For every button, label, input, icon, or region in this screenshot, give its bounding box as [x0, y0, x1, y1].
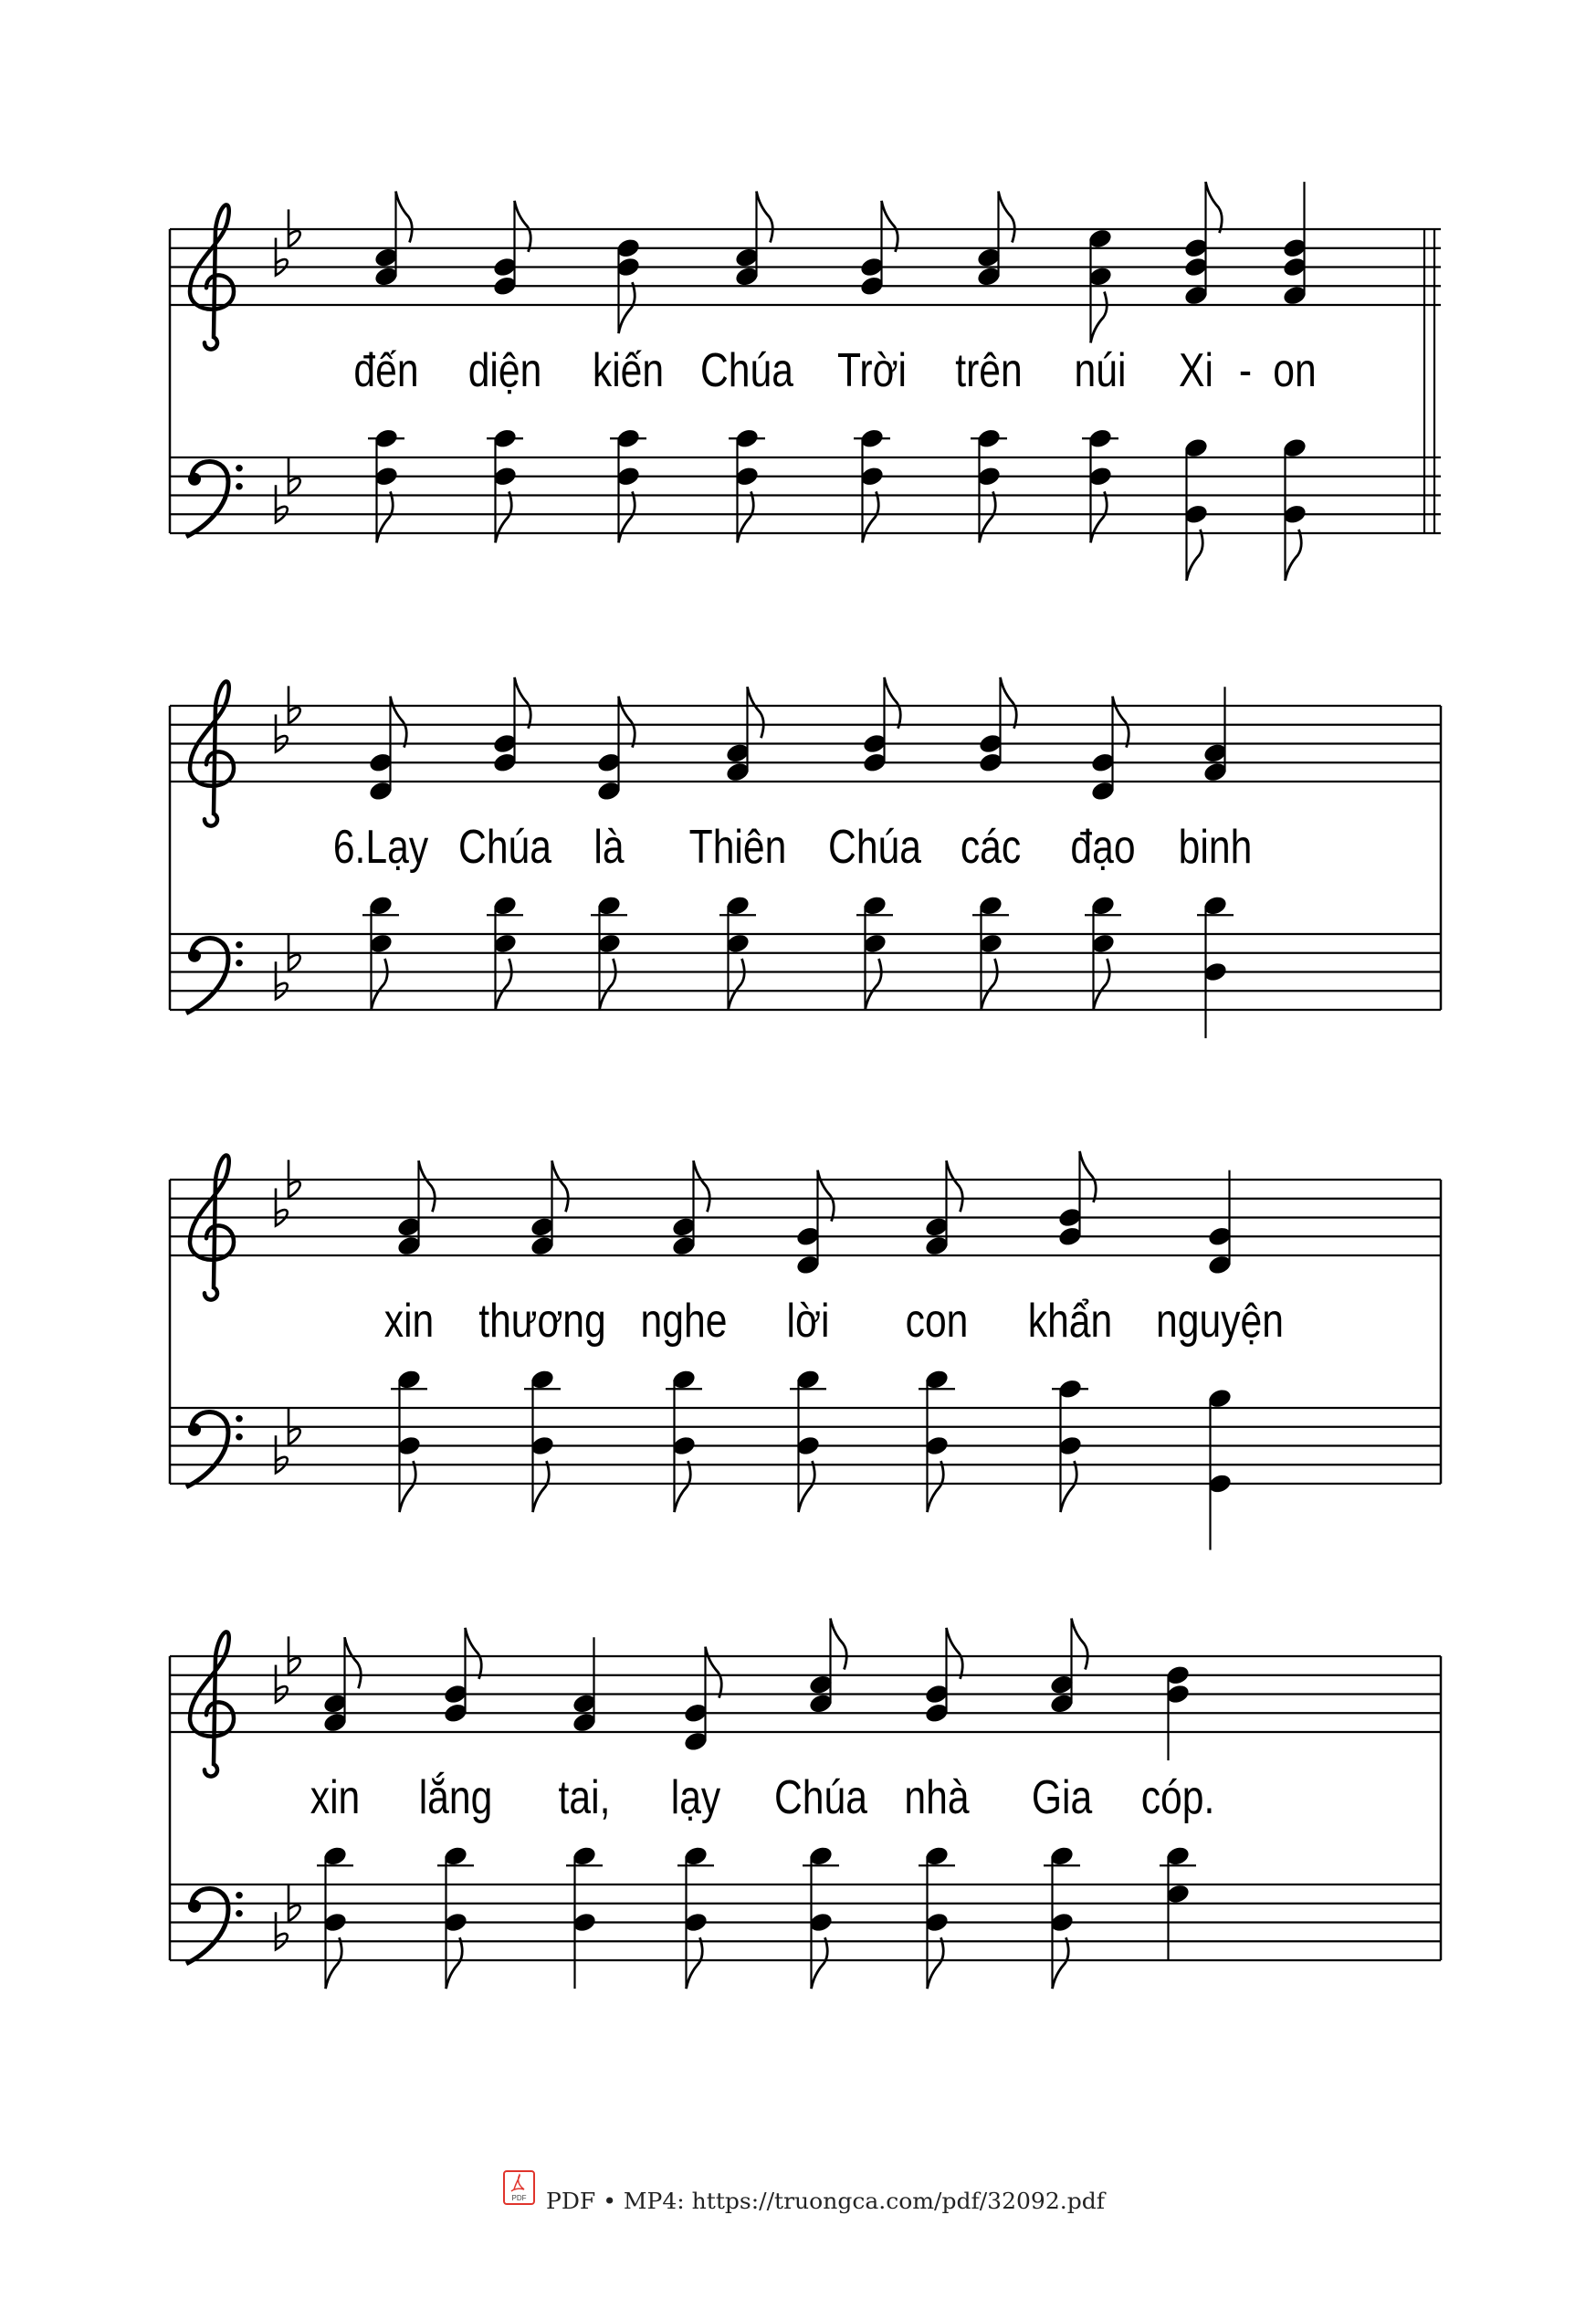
bass-chord — [487, 427, 523, 543]
eighth-flag — [1206, 182, 1223, 233]
bass-clef-dot — [236, 1892, 243, 1899]
treble-staff — [170, 681, 1441, 825]
bass-chord — [1197, 894, 1234, 1038]
music-system — [170, 182, 1441, 581]
flat-sign-icon — [276, 485, 288, 522]
eighth-flag — [928, 1937, 944, 1989]
eighth-flag — [619, 282, 635, 333]
eighth-flag — [1286, 530, 1302, 581]
bass-chord — [919, 1844, 955, 1989]
lyric-syllable: cóp. — [1140, 1771, 1215, 1825]
treble-chord — [1090, 697, 1129, 803]
lyric-syllable: 6.Lạy — [332, 821, 429, 875]
treble-chord — [596, 697, 635, 803]
bass-staff — [170, 933, 1441, 1013]
bass-chord — [317, 1844, 353, 1989]
lyric-syllable: nghe — [640, 1295, 728, 1349]
treble-chord — [1202, 687, 1229, 783]
eighth-flag — [882, 201, 898, 252]
bass-clef-head — [188, 1423, 201, 1436]
eighth-flag — [515, 677, 531, 729]
lyric-syllable: nhà — [904, 1771, 970, 1825]
lyric-syllable: tai, — [558, 1771, 611, 1825]
eighth-flag — [1001, 677, 1017, 729]
treble-chord — [1207, 1170, 1234, 1276]
treble-chord — [683, 1647, 722, 1753]
eighth-flag — [419, 1160, 436, 1212]
eighth-flag — [694, 1160, 710, 1212]
bass-chord — [803, 1844, 839, 1989]
eighth-flag — [1091, 491, 1108, 542]
treble-chord — [368, 697, 407, 803]
lyric-syllable: lời — [786, 1295, 830, 1349]
flat-sign-icon — [289, 1884, 300, 1921]
bass-clef-dot — [236, 1433, 243, 1441]
eighth-flag — [982, 959, 998, 1010]
eighth-flag — [999, 192, 1015, 243]
flat-sign-icon — [276, 1665, 288, 1703]
eighth-flag — [748, 687, 764, 738]
treble-chord — [1282, 182, 1308, 307]
lyric-syllable: Chúa — [774, 1771, 867, 1825]
flat-sign-icon — [289, 686, 300, 723]
lyric-syllable: diện — [467, 344, 542, 398]
flat-sign-icon — [276, 1435, 288, 1473]
bass-chord — [677, 1844, 714, 1989]
bass-chord — [854, 427, 890, 543]
flat-sign-icon — [276, 1189, 288, 1226]
eighth-flag — [446, 1937, 463, 1989]
bass-chord — [1082, 427, 1118, 543]
eighth-flag — [706, 1647, 722, 1698]
eighth-flag — [391, 697, 407, 748]
lyric-syllable: các — [960, 821, 1022, 875]
treble-chord — [572, 1637, 598, 1734]
eighth-flag — [372, 959, 388, 1010]
eighth-flag — [1094, 959, 1110, 1010]
eighth-flag — [377, 491, 394, 542]
flat-sign-icon — [276, 238, 288, 276]
lyric-syllable: kiến — [592, 344, 665, 398]
eighth-flag — [866, 959, 882, 1010]
eighth-flag — [1061, 1461, 1077, 1512]
eighth-flag — [885, 677, 901, 729]
bass-clef-dot — [236, 1910, 243, 1917]
flat-sign-icon — [289, 1160, 300, 1197]
treble-clef-icon — [190, 681, 234, 825]
bass-chord — [971, 427, 1007, 543]
eighth-flag — [619, 491, 635, 542]
pdf-icon-label: PDF — [511, 2194, 527, 2202]
lyric-syllable: thương — [478, 1295, 606, 1349]
bass-clef-dot — [236, 960, 243, 967]
bass-clef-head — [188, 473, 201, 486]
treble-chord — [725, 687, 764, 783]
eighth-flag — [947, 1160, 963, 1212]
music-system — [170, 677, 1441, 1038]
lyric-syllable: on — [1273, 344, 1317, 398]
bass-chord — [790, 1368, 826, 1512]
bass-clef-dot — [236, 941, 243, 949]
eighth-flag — [1091, 292, 1108, 343]
lyric-syllable: Gia — [1031, 1771, 1093, 1825]
music-system — [170, 1151, 1441, 1550]
eighth-flag — [757, 192, 773, 243]
eighth-flag — [326, 1937, 342, 1989]
lyrics-line — [310, 1770, 1215, 1824]
lyric-syllable: trên — [955, 344, 1023, 398]
treble-clef-icon — [190, 1155, 234, 1299]
eighth-flag — [980, 491, 996, 542]
lyric-syllable: Chúa — [458, 821, 551, 875]
eighth-flag — [729, 959, 745, 1010]
bass-clef-icon — [186, 938, 243, 1013]
bass-clef-icon — [186, 461, 243, 536]
flat-sign-icon — [289, 1407, 300, 1444]
bass-chord — [1207, 1387, 1234, 1549]
bass-chord — [437, 1844, 474, 1989]
flat-sign-icon — [289, 457, 300, 494]
lyric-syllable: xin — [310, 1771, 361, 1825]
bass-chord — [610, 427, 646, 543]
footer-link[interactable] — [504, 2171, 1107, 2214]
eighth-flag — [738, 491, 754, 542]
music-system — [170, 1619, 1441, 1989]
bass-chord — [729, 427, 765, 543]
lyric-syllable: đến — [353, 344, 419, 398]
lyric-syllable: là — [593, 821, 625, 875]
treble-clef-icon — [190, 1632, 234, 1776]
eighth-flag — [400, 1461, 416, 1512]
flat-sign-icon — [276, 1912, 288, 1949]
bass-chord — [524, 1368, 561, 1512]
eighth-flag — [1187, 530, 1203, 581]
eighth-flag — [515, 201, 531, 252]
lyric-syllable: Thiên — [688, 821, 787, 875]
flat-sign-icon — [276, 961, 288, 999]
bass-chord — [368, 427, 404, 543]
lyric-syllable: núi — [1074, 344, 1127, 398]
eighth-flag — [675, 1461, 691, 1512]
bass-clef-curve — [186, 1412, 228, 1486]
lyric-syllable: Xi — [1179, 344, 1213, 398]
eighth-flag — [818, 1170, 835, 1222]
eighth-flag — [1113, 697, 1129, 748]
lyric-syllable: lắng — [418, 1771, 493, 1825]
eighth-flag — [396, 192, 413, 243]
flat-sign-icon — [289, 933, 300, 971]
treble-chord — [734, 192, 773, 289]
bass-clef-icon — [186, 1888, 243, 1963]
score-systems — [170, 182, 1441, 1989]
lyric-syllable: xin — [383, 1295, 435, 1349]
eighth-flag — [496, 959, 512, 1010]
footer-url-text[interactable]: PDF • MP4: https://truongca.com/pdf/32092.pdf — [546, 2189, 1108, 2214]
eighth-flag — [496, 491, 512, 542]
treble-chord — [530, 1160, 569, 1257]
flat-sign-icon — [276, 715, 288, 752]
bass-chord — [919, 1368, 955, 1512]
bass-clef-curve — [186, 1888, 228, 1963]
bass-clef-head — [188, 1900, 201, 1913]
eighth-flag — [533, 1461, 550, 1512]
lyric-hyphen: - — [1238, 344, 1253, 398]
treble-chord — [808, 1619, 847, 1716]
lyric-syllable: Chúa — [700, 344, 793, 398]
lyrics-line — [333, 821, 1252, 874]
treble-chord — [396, 1160, 436, 1257]
eighth-flag — [799, 1461, 815, 1512]
bass-clef-curve — [186, 461, 228, 536]
lyric-syllable: con — [905, 1295, 969, 1349]
bass-chord — [391, 1368, 427, 1512]
eighth-flag — [831, 1619, 847, 1670]
lyrics-line — [353, 344, 1316, 397]
eighth-flag — [947, 1628, 963, 1679]
lyric-syllable: đạo — [1070, 821, 1136, 875]
flat-sign-icon — [289, 209, 300, 247]
eighth-flag — [687, 1937, 703, 1989]
bass-clef-dot — [236, 465, 243, 472]
bass-clef-curve — [186, 938, 228, 1013]
bass-clef-dot — [236, 483, 243, 490]
lyric-syllable: nguyện — [1156, 1295, 1284, 1349]
lyrics-line — [384, 1295, 1284, 1348]
treble-chord — [976, 192, 1015, 289]
pdf-file-icon — [504, 2171, 534, 2204]
bass-chord — [666, 1368, 702, 1512]
lyric-syllable: khẩn — [1027, 1295, 1113, 1349]
treble-chord — [924, 1160, 963, 1257]
treble-staff — [170, 1155, 1441, 1299]
eighth-flag — [928, 1461, 944, 1512]
bass-clef-head — [188, 950, 201, 962]
treble-chord — [373, 192, 413, 289]
eighth-flag — [863, 491, 879, 542]
treble-chord — [1183, 182, 1223, 307]
eighth-flag — [1080, 1151, 1097, 1202]
bass-clef-icon — [186, 1412, 243, 1486]
treble-clef-icon — [190, 205, 234, 349]
eighth-flag — [345, 1637, 362, 1688]
eighth-flag — [466, 1628, 482, 1679]
eighth-flag — [552, 1160, 569, 1212]
lyric-syllable: Trời — [836, 344, 908, 398]
bass-chord — [1044, 1844, 1080, 1989]
eighth-flag — [600, 959, 616, 1010]
treble-staff — [170, 205, 1441, 349]
bass-staff — [170, 457, 1441, 537]
treble-chord — [795, 1170, 835, 1276]
bass-clef-dot — [236, 1415, 243, 1422]
eighth-flag — [1053, 1937, 1069, 1989]
treble-staff — [170, 1632, 1441, 1776]
lyric-syllable: Chúa — [828, 821, 921, 875]
lyric-syllable: lạy — [670, 1771, 721, 1825]
treble-chord — [671, 1160, 710, 1257]
treble-chord — [1049, 1619, 1088, 1716]
eighth-flag — [619, 697, 635, 748]
lyric-syllable: binh — [1178, 821, 1253, 875]
bass-chord — [566, 1844, 603, 1989]
eighth-flag — [1072, 1619, 1088, 1670]
eighth-flag — [812, 1937, 828, 1989]
flat-sign-icon — [289, 1636, 300, 1674]
bass-staff — [170, 1884, 1441, 1964]
treble-chord — [322, 1637, 362, 1734]
